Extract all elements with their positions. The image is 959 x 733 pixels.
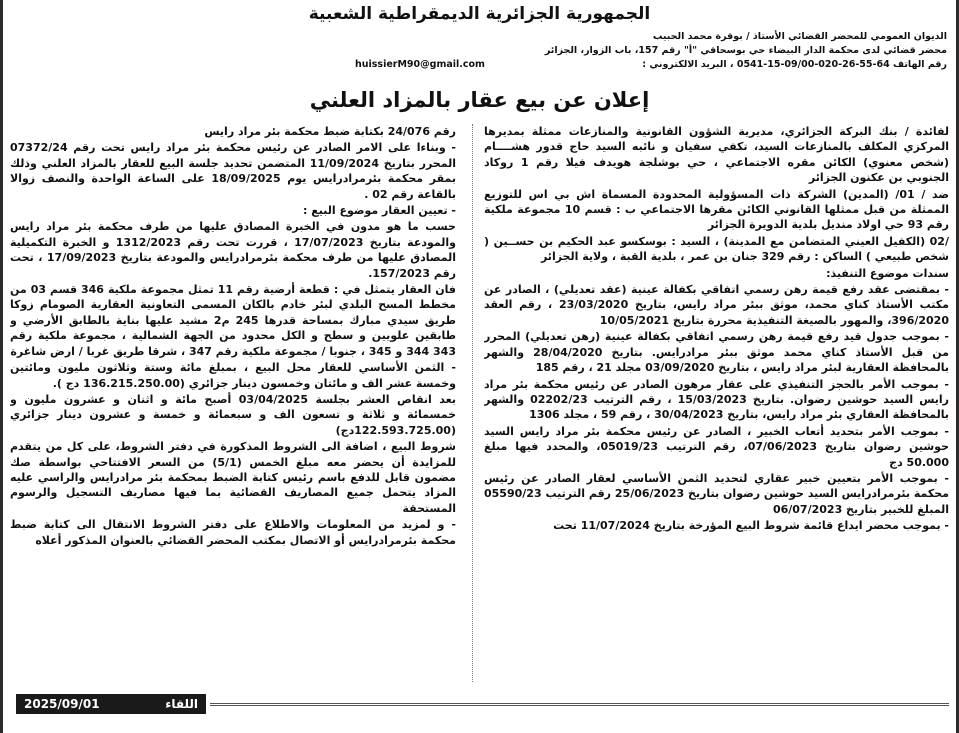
paragraph: فان العقار يتمثل في : قطعة أرضية رقم 11 تمثل مجموعة ملكية 346 قسم 03 من مخطط المسح البلدي لبئر خادم بالكان المسمى التعاونية العقارية الصومام زوكا طريق سيدي مبارك بمساحة قدرها 245 م2 مشيد عليها بناية بالطابق الأرضي و طابقين علويين و سطح و الكل محدود من الجهة الشمالية ، مجموعة ملكية رقم 343 344 و 345 ، جنوبا / مجموعة ملكية رقم 347 ، شرقا طريق غربا / ارض شاغرة xyxy=(10,283,456,358)
contact-text: رقم الهاتف 64-55-26-020-09/00-15-0541 ، البريد الالكتروني : xyxy=(642,59,947,70)
bailiff-info xyxy=(347,30,947,72)
paragraph: - بموجب الأمر بتحديد أتعاب الخبير ، الصادر عن رئيس محكمة بئر مراد رايس السيد حوشين رضوان بتاريخ 07/06/2023، رقم الترتيب 05019/23، والمحدد فيها مبلغ 50.000 دج xyxy=(484,424,949,469)
paragraph: - تعيين العقار موضوع البيع : xyxy=(303,204,456,218)
publication-name: اللقاء xyxy=(165,697,198,711)
publication-footer xyxy=(16,694,206,714)
paragraph: بعد انقاص العشر بجلسة 03/04/2025 أصبح مائة و اثنان و عشرون مليون و خمسمائة و ثلاثة و تسعون الف و سبعمائة و خمسة و عشرون دينار جزائري (122.593.725.00دج) xyxy=(10,392,456,437)
paragraph: - الثمن الأساسي للعقار محل البيع ، بمبلغ مائة وستة وثلاثون مليون ومائتين وخمسة عشر الف و مائتان وخمسون دينار جزائري (136.215.250.00 دج ). xyxy=(10,361,456,390)
notice-title: إعلان عن بيع عقار بالمزاد العلني xyxy=(309,88,650,112)
contact-line xyxy=(347,58,947,72)
paragraph: ضد / 01/ (المدين) الشركة ذات المسؤولية المحدودة المسماة اش بي اس للتوزيع الممثلة من قبل ممثلها القانوني الكائن مقرها الاجتماعي ب : قسم 10 مجموعة ملكية رقم 93 حي اولاد منديل بلدية الدويرة الجزائر xyxy=(484,187,949,232)
email-address: huissierM90@gmail.com xyxy=(355,59,485,70)
paragraph: رقم 24/076 بكتابة ضبط محكمة بئر مراد رايس xyxy=(204,125,456,138)
left-column xyxy=(10,124,456,687)
address-line: محضر قضائي لدى محكمة الدار البيضاء حي بوسحاقي "أ" رقم 157، باب الزوار، الجزائر xyxy=(544,45,947,56)
paragraph: شروط البيع ، اضافة الى الشروط المذكورة في دفتر الشروط، على كل من يتقدم للمزايدة أن يحضر معه مبلغ الخمس (5/1) من السعر الافتتاحي بواسطة صك مضمون قابل للدفع باسم رئيس كتابة الضبط بمحكمة بئر مرادرايس والراسي عليه المزاد يتحمل جميع المصاريف القضائية بما فيها مصاريف التسجيل والرسوم المستحقة xyxy=(10,440,456,515)
paragraph: حسب ما هو مدون في الخبرة المصادق عليها من طرف محكمة بئر مراد رايس والمودعة بتاريخ 17/07/2023 ، قررت تحت رقم 1312/2023 و الخبرة التكميلية المصادق عليها من طرف محكمة بئرمرادرايس والمودعة بتاريخ 17/09/2023 ، تحت رقم 157/2023. xyxy=(10,220,456,280)
paragraph: - بموجب الأمر بتعيين خبير عقاري لتحديد الثمن الأساسي لعقار الصادر عن رئيس محكمة بئرمرادرايس السيد حوشين رضوان بتاريخ 25/06/2023 رقم الترتيب 05590/23 المبلغ للخبير بتاريخ 06/07/2023 xyxy=(484,471,949,516)
paragraph: - بموجب الأمر بالحجز التنفيذي على عقار مرهون الصادر عن رئيس محكمة بئر مراد رايس السيد حوشين رضوان. بتاريخ 15/03/2023 ، رقم الترتيب 02202/23 والشهر بالمحافظة العقاري بئر مراد رايس، بتاريخ 30/04/2023 ، رقم 59 ، مجلد 1306 xyxy=(484,377,949,422)
column-divider xyxy=(472,124,473,682)
paragraph: /02 (الكفيل العيني المتضامن مع المدينة) ، السيد : بوسكسو عبد الحكيم بن حســين ( شخص طبيعي ) الساكن : رقم 329 جنان بن عمر ، بلدية القبة ، ولاية الجزائر xyxy=(484,234,949,264)
paragraph: - بموجب محضر ايداع قائمة شروط البيع المؤرخة بتاريخ 11/07/2024 تحت xyxy=(553,519,949,533)
paragraph: سندات موضوع التنفيذ: xyxy=(826,266,949,280)
paragraph: - بموجب جدول قيد رفع قيمة رهن رسمي اتفاقي بكفالة عينية (رهن تعديلي) المحرر من قبل الأستاذ كناي محمد موثق ببئر مرادرايس. بتاريخ 28/04/2020 والشهر بالمحافظة العقارية لبئر مراد رايس ، بتاريخ 03/09/2020 مجلد 21 ، رقم 185 xyxy=(484,330,949,375)
right-column xyxy=(484,124,949,689)
paragraph: لفائدة / بنك البركة الجزائري، مديرية الشؤون القانونية والمنازعات ممثلة بمديرها المركزي المكلف بالمنازعات السيد، تكفي سفيان و نائبه السيد حاج قدور هشــــام (شخص معنوي) الكائن مقره الاجتماعي ، حي بوشلجة هويدف فيلا رقم 1 روكاد الجنوبي بن عكنون الجزائر xyxy=(484,125,949,185)
publication-date: 2025/09/01 xyxy=(24,697,100,711)
paragraph: - وبناءا على الامر الصادر عن رئيس محكمة بئر مراد رايس تحت رقم 07372/24 المحرر بتاريخ 11/09/2024 المتضمن تحديد جلسة البيع للعقار بالمزاد العلني وذلك بمقر محكمة بئرمرادرايس يوم 18/09/2025 على الساعة الواحدة والنصف زوالا بالقاعة رقم 02 . xyxy=(10,141,456,201)
paragraph: - بمقتضى عقد رفع قيمة رهن رسمي اتفاقي بكفالة عينية (عقد تعديلي) ، الصادر عن مكتب الأستاذ كناي محمد، موثق ببئر مراد رايس، بتاريخ 23/03/2020 ، رقم العقد 396/2020، والمهور بالصيغة التنفيذية محررة بتاريخ 10/05/2021 xyxy=(484,283,949,327)
paragraph: - و لمزيد من المعلومات والاطلاع على دفتر الشروط الانتقال الى كتابة ضبط محكمة بئرمرادرايس أو الاتصال بمكتب المحضر القضائي بالعنوان المذكور أعلاه xyxy=(10,518,456,547)
footer-rule xyxy=(210,703,949,706)
republic-heading: الجمهورية الجزائرية الديمقراطية الشعبية xyxy=(308,4,651,24)
office-line: الديوان العمومي للمحضر القضائي الأستاذ / بوقرة محمد الحبيب xyxy=(652,31,947,42)
